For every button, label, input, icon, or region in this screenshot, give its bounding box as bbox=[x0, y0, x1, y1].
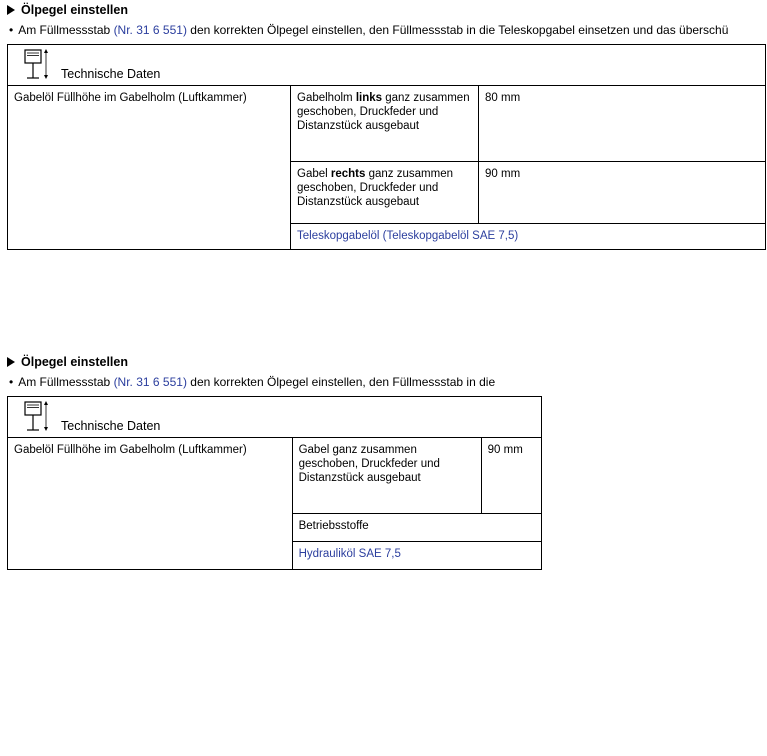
desc-rest: ganz zusammen geschoben, Druckfeder und Distanzstück ausgebaut bbox=[297, 168, 453, 208]
desc-prefix: Gabelholm bbox=[297, 92, 356, 104]
table-footer-fluid: Hydrauliköl SAE 7,5 bbox=[292, 542, 541, 570]
section-2-heading-text: Ölpegel einstellen bbox=[21, 355, 128, 369]
table-cell-value: 90 mm bbox=[479, 162, 766, 224]
table-header-label: Technische Daten bbox=[61, 419, 161, 433]
triangle-bullet-icon bbox=[7, 357, 15, 367]
table-row bbox=[8, 438, 542, 514]
table-cell-value: 80 mm bbox=[479, 86, 766, 162]
table-header-label: Technische Daten bbox=[61, 67, 161, 81]
table-cell-description bbox=[291, 86, 479, 162]
table-cell-description bbox=[291, 162, 479, 224]
table-row-label: Gabelöl Füllhöhe im Gabelholm (Luftkammer) bbox=[8, 86, 291, 250]
section-1-bullet bbox=[0, 23, 767, 37]
bullet-suffix: den korrekten Ölpegel einstellen, den Füllmessstab in die Teleskopgabel einsetzen und das überschü bbox=[186, 23, 729, 37]
desc-rest: Gabel ganz zusammen geschoben, Druckfeder und Distanzstück ausgebaut bbox=[298, 444, 440, 484]
section-2-heading bbox=[0, 352, 767, 372]
desc-rest: ganz zusammen geschoben, Druckfeder und Distanzstück ausgebaut bbox=[297, 92, 470, 132]
table-cell-value: 90 mm bbox=[481, 438, 541, 514]
piston-icon bbox=[18, 399, 52, 437]
table-row bbox=[8, 86, 766, 162]
triangle-bullet-icon bbox=[7, 5, 15, 15]
section-oelpegel-1 bbox=[0, 0, 767, 250]
table-footer-fluid: Teleskopgabelöl (Teleskopgabelöl SAE 7,5) bbox=[291, 224, 766, 250]
desc-emphasis: links bbox=[355, 92, 383, 104]
table-subheader-betriebsstoffe: Betriebsstoffe bbox=[292, 514, 541, 542]
bullet-dot-icon: • bbox=[9, 23, 14, 37]
section-1-bullet-text bbox=[18, 23, 728, 37]
bullet-part-number: (Nr. 31 6 551) bbox=[113, 23, 187, 37]
section-2-bullet bbox=[0, 375, 767, 389]
desc-emphasis: rechts bbox=[330, 168, 366, 180]
bullet-prefix: Am Füllmessstab bbox=[18, 23, 114, 37]
desc-prefix: Gabel bbox=[297, 168, 331, 180]
section-2-bullet-text bbox=[18, 375, 495, 389]
bullet-prefix: Am Füllmessstab bbox=[18, 375, 114, 389]
technical-data-table-2 bbox=[7, 396, 542, 570]
table-row-header bbox=[8, 45, 766, 86]
piston-icon bbox=[18, 47, 52, 85]
bullet-dot-icon: • bbox=[9, 375, 14, 389]
section-1-heading-text: Ölpegel einstellen bbox=[21, 3, 128, 17]
table-row-label: Gabelöl Füllhöhe im Gabelholm (Luftkammer) bbox=[8, 438, 293, 570]
table-row-header bbox=[8, 397, 542, 438]
table-header-cell bbox=[8, 397, 542, 438]
technical-data-table-1 bbox=[7, 44, 766, 250]
bullet-part-number: (Nr. 31 6 551) bbox=[113, 375, 187, 389]
table-cell-description bbox=[292, 438, 481, 514]
bullet-suffix: den korrekten Ölpegel einstellen, den Füllmessstab in die bbox=[186, 375, 496, 389]
table-header-cell bbox=[8, 45, 766, 86]
section-oelpegel-2 bbox=[0, 352, 767, 570]
section-1-heading bbox=[0, 0, 767, 20]
